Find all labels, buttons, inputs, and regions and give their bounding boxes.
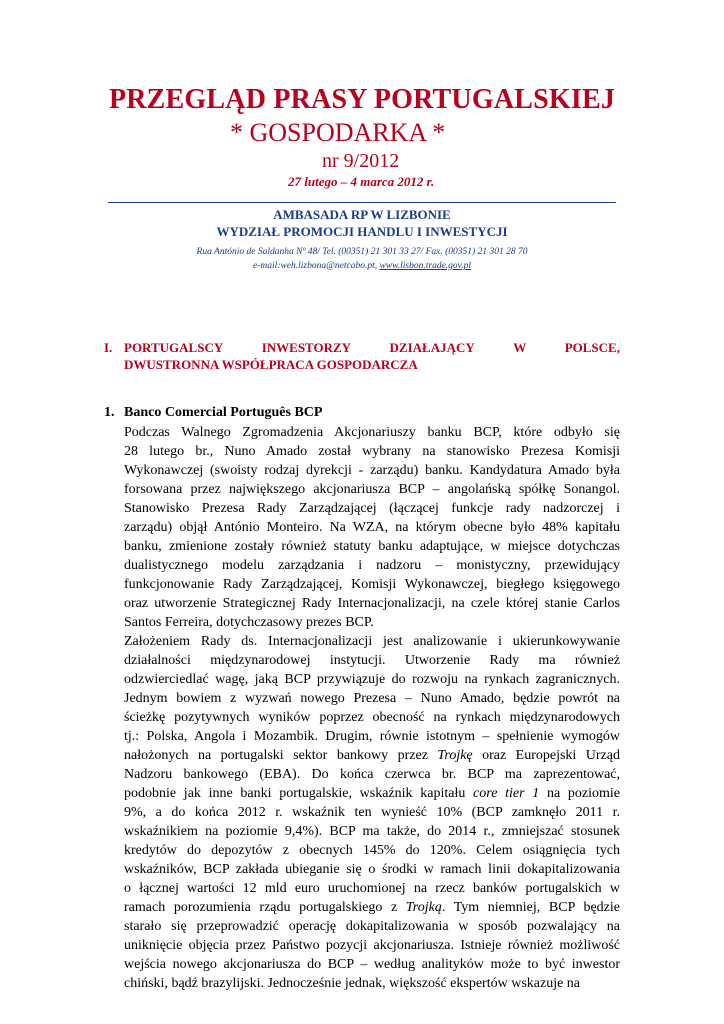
article-line: wskaźników, BCP zakłada ubieganie się o środki w ramach linii dokapitalizowania <box>124 862 620 877</box>
email-text: e-mail:weh.lizbona@netcabo.pt, <box>253 261 380 271</box>
article-line: banku, zmienione zostały również statuty banku adaptujące, w miejsce dotychczas <box>124 539 620 554</box>
article-line: forsowana przez największego akcjonariusza BCP – angolańską spółkę Sonangol. <box>124 482 620 497</box>
section-number: I. <box>104 340 113 355</box>
article-line: kredytów do depozytów z obecnych 145% do 120%. Celem osiągnięcia tych <box>124 843 620 858</box>
article-line: Nadzoru bankowego (EBA). Do końca czerwca br. BCP ma zaprezentować, <box>124 767 620 782</box>
embassy-contact <box>108 261 616 271</box>
article-line: nałożonych na portugalski sektor bankowy przez Trojkę oraz Europejski Urząd <box>124 748 620 763</box>
article-line: ścieżkę pozytywnych wyników poprzez obecność na rynkach międzynarodowych <box>124 710 620 725</box>
article-line: wskaźnikiem na poziomie 9,4%). BCP ma także, do 2014 r., zmniejszać stosunek <box>124 824 620 839</box>
article-line: uniknięcie objęcia przez Państwo pozycji akcjonariusza. Istnieje również możliwość <box>124 938 620 953</box>
article-line: chiński, bądź brazylijski. Jednocześnie jednak, większość ekspertów wskazuje na <box>124 976 581 991</box>
department-name: WYDZIAŁ PROMOCJI HANDLU I INWESTYCJI <box>216 224 508 239</box>
section-heading-word: INWESTORZY <box>261 340 352 355</box>
article-line: 9%, a do końca 2012 r. wskaźnik ten wynieść 10% (BCP zamknęło 2011 r. <box>124 805 620 820</box>
article-line: odzwierciedlać wagę, jaką BCP przywiązuje do rozwoju na rynkach zagranicznych. <box>124 672 620 687</box>
article-line: tj.: Polska, Angola i Mozambik. Drugim, równie istotnym – spełnienie wymogów <box>124 729 620 744</box>
section-heading-word: W <box>513 340 527 355</box>
article-line: Podczas Walnego Zgromadzenia Akcjonariuszy banku BCP, które odbyło się <box>124 425 620 440</box>
issue-dates: 27 lutego – 4 marca 2012 r. <box>288 174 435 189</box>
article-line: dualistycznego modelu zarządzania i nadzoru – monistyczny, przewidujący <box>124 558 620 573</box>
embassy-name: AMBASADA RP W LIZBONIE <box>273 207 451 222</box>
document-subtitle: * GOSPODARKA * <box>230 118 446 147</box>
article-line: Założeniem Rady ds. Internacjonalizacji jest analizowanie i ukierunkowywanie <box>124 634 620 649</box>
section-heading-word: PORTUGALSCY <box>124 340 224 355</box>
section-heading-line2: DWUSTRONNA WSPÓŁPRACA GOSPODARCZA <box>124 357 418 372</box>
article-line: Jednym bowiem z wyzwań nowego Prezesa – Nuno Amado, będzie powrót na <box>124 691 620 706</box>
embassy-address: Rua António de Saldanha Nº 48/ Tel. (00351) 21 301 33 27/ Fax. (00351) 21 301 28 70 <box>196 247 528 257</box>
section-heading-line1 <box>124 340 620 356</box>
section-heading-word: DZIAŁAJĄCY <box>389 340 475 355</box>
document-title: PRZEGLĄD PRASY PORTUGALSKIEJ <box>108 84 616 115</box>
issue-number: nr 9/2012 <box>322 150 400 172</box>
article-line: oraz utworzenie Strategicznej Rady Internacjonalizacji, na czele której stanie Carlos <box>124 596 620 611</box>
website-link[interactable]: www.lisbon.trade.gov.pl <box>379 261 471 271</box>
article-line: ramach porozumienia rządu portugalskiego z Trojką. Tym niemniej, BCP będzie <box>124 900 620 915</box>
article-line: Wykonawczej (swoisty rodzaj dyrekcji - zarządu) banku. Kandydatura Amado była <box>124 463 620 478</box>
article-line: działalności międzynarodowej instytucji. Utworzenie Rady ma również <box>124 653 620 668</box>
section-heading-word: POLSCE, <box>564 340 620 355</box>
article-line: o łącznej wartości 12 mld euro uruchomionej na rzecz banków portugalskich w <box>124 881 620 896</box>
article-body <box>124 423 620 993</box>
article-line: 28 lutego br., Nuno Amado został wybrany na stanowisko Prezesa Komisji <box>124 444 620 459</box>
header-divider <box>108 202 616 203</box>
article-title: Banco Comercial Português BCP <box>124 405 323 420</box>
article-line: funkcjonowanie Rady Zarządzającej, Komisji Wykonawczej, biegłego księgowego <box>124 577 620 592</box>
article-line: Stanowisko Prezesa Rady Zarządzającej (łączącej funkcje rady nadzorczej i <box>124 501 620 516</box>
article-number: 1. <box>104 405 115 420</box>
article-line: Santos Ferreira, dotychczasowy prezes BCP. <box>124 615 374 630</box>
article-line: podobnie jak inne banki portugalskie, wskaźnik kapitału core tier 1 na poziomie <box>124 786 620 801</box>
article-line: wejścia nowego akcjonariusza do BCP – według analityków może to być inwestor <box>124 957 620 972</box>
article-line: zarządu) objął António Monteiro. Na WZA, na którym obecne było 48% kapitału <box>124 520 620 535</box>
article-line: starało się przeprowadzić operację dokapitalizowania w sposób pozwalający na <box>124 919 620 934</box>
